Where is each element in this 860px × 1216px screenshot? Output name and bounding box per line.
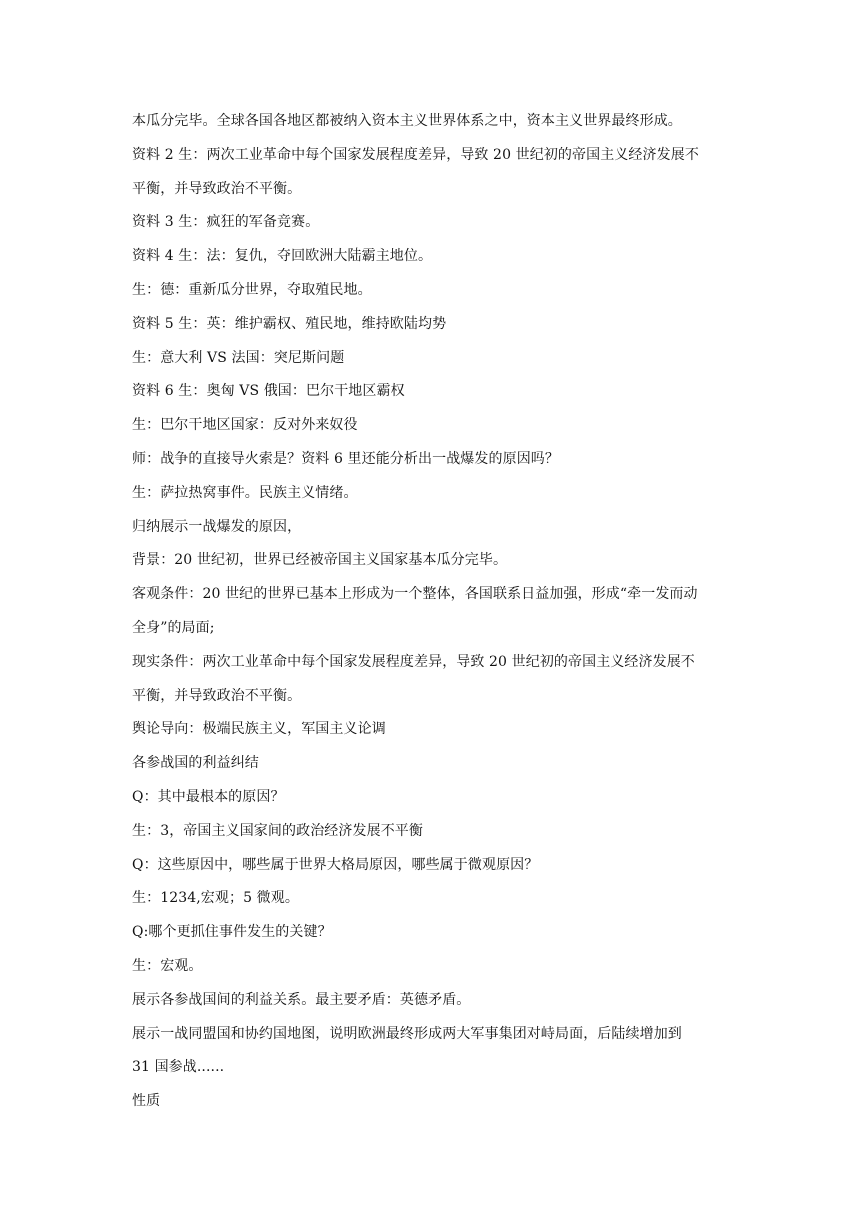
text-line: 平衡，并导致政治不平衡。 — [132, 180, 302, 197]
text-line: Q：这些原因中，哪些属于世界大格局原因，哪些属于微观原因？ — [132, 856, 539, 873]
text-line: 生：宏观。 — [132, 957, 203, 974]
text-line: 师：战争的直接导火索是？资料 6 里还能分析出一战爆发的原因吗？ — [132, 450, 560, 467]
text-line: Q:哪个更抓住事件发生的关键？ — [132, 924, 332, 941]
text-line: 生：意大利 VS 法国：突尼斯问题 — [132, 349, 345, 366]
text-line: 生：巴尔干地区国家：反对外来奴役 — [132, 417, 358, 434]
text-line: 本瓜分完毕。全球各国各地区都被纳入资本主义世界体系之中，资本主义世界最终形成。 — [132, 113, 682, 129]
text-line: 展示各参战国间的利益关系。最主要矛盾：英德矛盾。 — [132, 991, 471, 1008]
text-line: 资料 2 生：两次工业革命中每个国家发展程度差异，导致 20 世纪初的帝国主义经济发展不 — [132, 146, 699, 163]
text-line: 背景：20 世纪初，世界已经被帝国主义国家基本瓜分完毕。 — [132, 552, 508, 569]
text-line: 舆论导向：极端民族主义，军国主义论调 — [132, 721, 386, 738]
text-line: 各参战国的利益纠结 — [132, 755, 259, 772]
text-line: 31 国参战...... — [132, 1059, 225, 1076]
text-line: 展示一战同盟国和协约国地图，说明欧洲最终形成两大军事集团对峙局面，后陆续增加到 — [132, 1025, 682, 1042]
text-line: 归纳展示一战爆发的原因， — [132, 518, 302, 535]
text-line: 资料 3 生：疯狂的军备竞赛。 — [132, 214, 320, 231]
text-line: 生：1234,宏观；5 微观。 — [132, 890, 299, 907]
text-line: 资料 6 生：奥匈 VS 俄国：巴尔干地区霸权 — [132, 383, 405, 400]
text-line: 生：德：重新瓜分世界，夺取殖民地。 — [132, 281, 372, 298]
text-line: 生：3，帝国主义国家间的政治经济发展不平衡 — [132, 822, 424, 839]
document-body — [132, 109, 732, 1123]
text-line: 资料 4 生：法：复仇，夺回欧洲大陆霸主地位。 — [132, 248, 433, 265]
text-line: 生：萨拉热窝事件。民族主义情绪。 — [132, 484, 358, 501]
text-line: 全身”的局面; — [132, 619, 215, 636]
text-line: 客观条件：20 世纪的世界已基本上形成为一个整体，各国联系日益加强，形成“牵一发而动 — [132, 586, 698, 603]
text-line: 平衡，并导致政治不平衡。 — [132, 687, 302, 704]
text-line: 性质 — [132, 1093, 161, 1110]
text-line: 资料 5 生：英：维护霸权、殖民地，维持欧陆均势 — [132, 315, 447, 332]
text-line: Q：其中最根本的原因？ — [132, 788, 285, 805]
text-line: 现实条件：两次工业革命中每个国家发展程度差异，导致 20 世纪初的帝国主义经济发展不 — [132, 653, 695, 670]
